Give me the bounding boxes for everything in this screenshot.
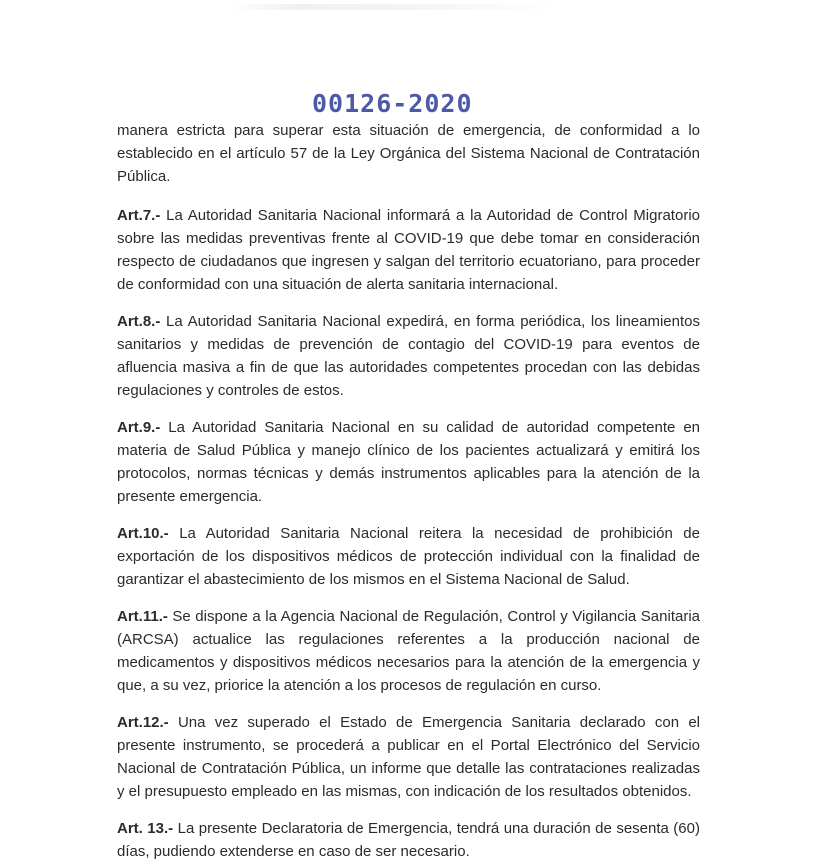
- article-13: [117, 817, 700, 863]
- scan-smudge: [230, 4, 560, 10]
- article-text: Una vez superado el Estado de Emergencia Sanitaria declarado con el presente instrumento, se procederá a publicar en el Portal Electrónico del Servicio Nacional de Contratación Pública, un informe que detalle las contrataciones realizadas y el presupuesto empleado en las mismas, con indicación de los resultados obtenidos.: [117, 714, 700, 800]
- article-text: La Autoridad Sanitaria Nacional informará a la Autoridad de Control Migratorio sobre las medidas preventivas frente al COVID-19 que debe tomar en consideración respecto de ciudadanos que ingresen y salgan del territorio ecuatoriano, para proceder de conformidad con una situación de alerta sanitaria internacional.: [117, 207, 700, 293]
- article-label: Art.12.-: [117, 714, 169, 731]
- article-label: Art. 13.-: [117, 820, 174, 837]
- article-12: [117, 711, 700, 803]
- article-label: Art.11.-: [117, 608, 168, 625]
- article-label: Art.9.-: [117, 419, 161, 436]
- article-7: [117, 204, 700, 296]
- article-9: [117, 416, 700, 508]
- article-text: Se dispone a la Agencia Nacional de Regulación, Control y Vigilancia Sanitaria (ARCSA) actualice las regulaciones referentes a la producción nacional de medicamentos y dispositivos médicos necesarios para la atención de la emergencia y que, a su vez, priorice la atención a los procesos de regulación en curso.: [117, 608, 700, 694]
- document-number-stamp: 00126-2020: [312, 89, 473, 118]
- intro-paragraph: [117, 119, 700, 188]
- article-text: La presente Declaratoria de Emergencia, tendrá una duración de sesenta (60) días, pudiendo extenderse en caso de ser necesario.: [117, 820, 700, 860]
- intro-text: manera estricta para superar esta situación de emergencia, de conformidad a lo establecido en el artículo 57 de la Ley Orgánica del Sistema Nacional de Contratación Pública.: [117, 122, 700, 185]
- article-11: [117, 605, 700, 697]
- article-text: La Autoridad Sanitaria Nacional expedirá, en forma periódica, los lineamientos sanitarios y medidas de prevención de contagio del COVID-19 para eventos de afluencia masiva a fin de que las autoridades competentes procedan con las debidas regulaciones y controles de estos.: [117, 313, 700, 399]
- article-text: La Autoridad Sanitaria Nacional reitera la necesidad de prohibición de exportación de los dispositivos médicos de protección individual con la finalidad de garantizar el abastecimiento de los mismos en el Sistema Nacional de Salud.: [117, 525, 700, 588]
- article-8: [117, 310, 700, 402]
- article-label: Art.10.-: [117, 525, 169, 542]
- article-label: Art.8.-: [117, 313, 161, 330]
- article-10: [117, 522, 700, 591]
- article-text: La Autoridad Sanitaria Nacional en su calidad de autoridad competente en materia de Salud Pública y manejo clínico de los pacientes actualizará y emitirá los protocolos, normas técnicas y demás instrumentos aplicables para la atención de la presente emergencia.: [117, 419, 700, 505]
- article-label: Art.7.-: [117, 207, 161, 224]
